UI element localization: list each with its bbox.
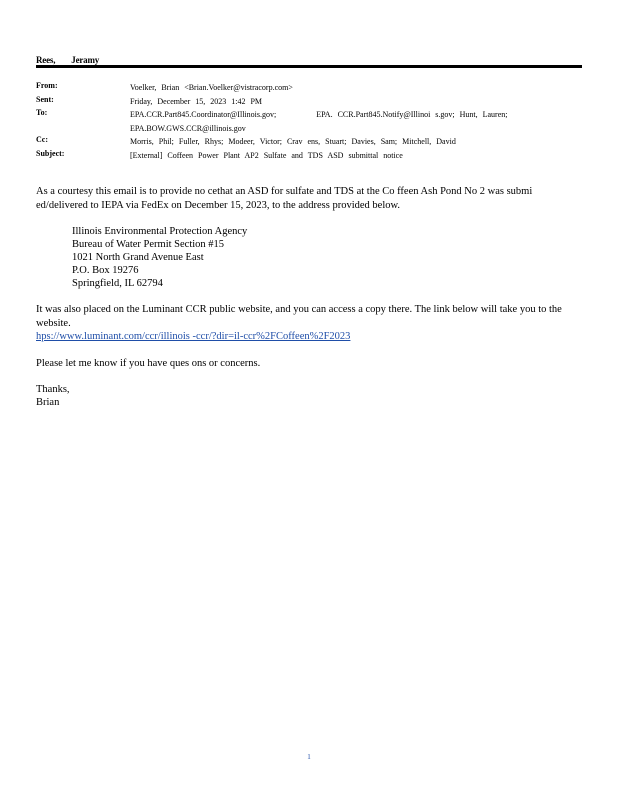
to-value (130, 108, 582, 135)
from-label: From: (36, 81, 58, 90)
cc-label: Cc: (36, 135, 48, 144)
to-recipient-1: EPA.CCR.Part845.Coordinator@Illinois.gov; (130, 110, 277, 119)
address-line: Springfield, IL 62794 (72, 278, 163, 289)
mailing-address (72, 225, 586, 290)
subject-label: Subject: (36, 148, 65, 158)
body-paragraph-3: Please let me know if you have ques ons or concerns. (36, 357, 261, 369)
from-row (36, 81, 582, 95)
address-line: Bureau of Water Permit Section #15 (72, 239, 225, 250)
signature-name: Brian (36, 397, 60, 408)
address-line: P.O. Box 19276 (72, 265, 139, 276)
email-header (36, 81, 582, 162)
email-body (36, 185, 586, 409)
sender-name: Rees, Jeramy (36, 55, 100, 65)
sent-row (36, 95, 582, 109)
subject-row (36, 149, 582, 163)
website-link[interactable]: hps://www.luminant.com/ccr/illinois -ccr/?dir=il-ccr%2FCoffeen%2F2023 (36, 331, 351, 342)
header-divider (36, 65, 582, 68)
address-line: Illinois Environmental Protection Agency (72, 226, 248, 237)
page-number: 1 (307, 753, 311, 761)
closing: Thanks, (36, 384, 70, 395)
cc-row (36, 135, 582, 149)
to-recipient-2: EPA. CCR.Part845.Notify@Illinoi s.gov; Hunt, Lauren; (316, 110, 508, 119)
sent-value: Friday, December 15, 2023 1:42 PM (130, 96, 263, 106)
to-row (36, 108, 582, 135)
from-value: Voelker, Brian <Brian.Voelker@vistracorp.com> (130, 83, 293, 92)
sent-label: Sent: (36, 94, 54, 104)
cc-value: Morris, Phil; Fuller, Rhys; Modeer, Victor; Crav ens, Stuart; Davies, Sam; Mitchell, David (130, 137, 456, 146)
body-paragraph-2 (36, 303, 586, 344)
body-paragraph-1: As a courtesy this email is to provide no cethat an ASD for sulfate and TDS at the Co ffeen Ash Pond No 2 was submi ed/delivered to IEPA via FedEx on December 15, 2023, to the address provided below. (36, 186, 533, 211)
subject-value: [External] Coffeen Power Plant AP2 Sulfate and TDS ASD submittal notice (130, 150, 403, 160)
address-line: 1021 North Grand Avenue East (72, 252, 204, 263)
signature-block (36, 383, 586, 409)
to-label: To: (36, 108, 48, 117)
to-recipient-3: EPA.BOW.GWS.CCR@illinois.gov (130, 123, 246, 133)
website-note: It was also placed on the Luminant CCR public website, and you can access a copy there. The link below will take you to the website. (36, 304, 562, 329)
